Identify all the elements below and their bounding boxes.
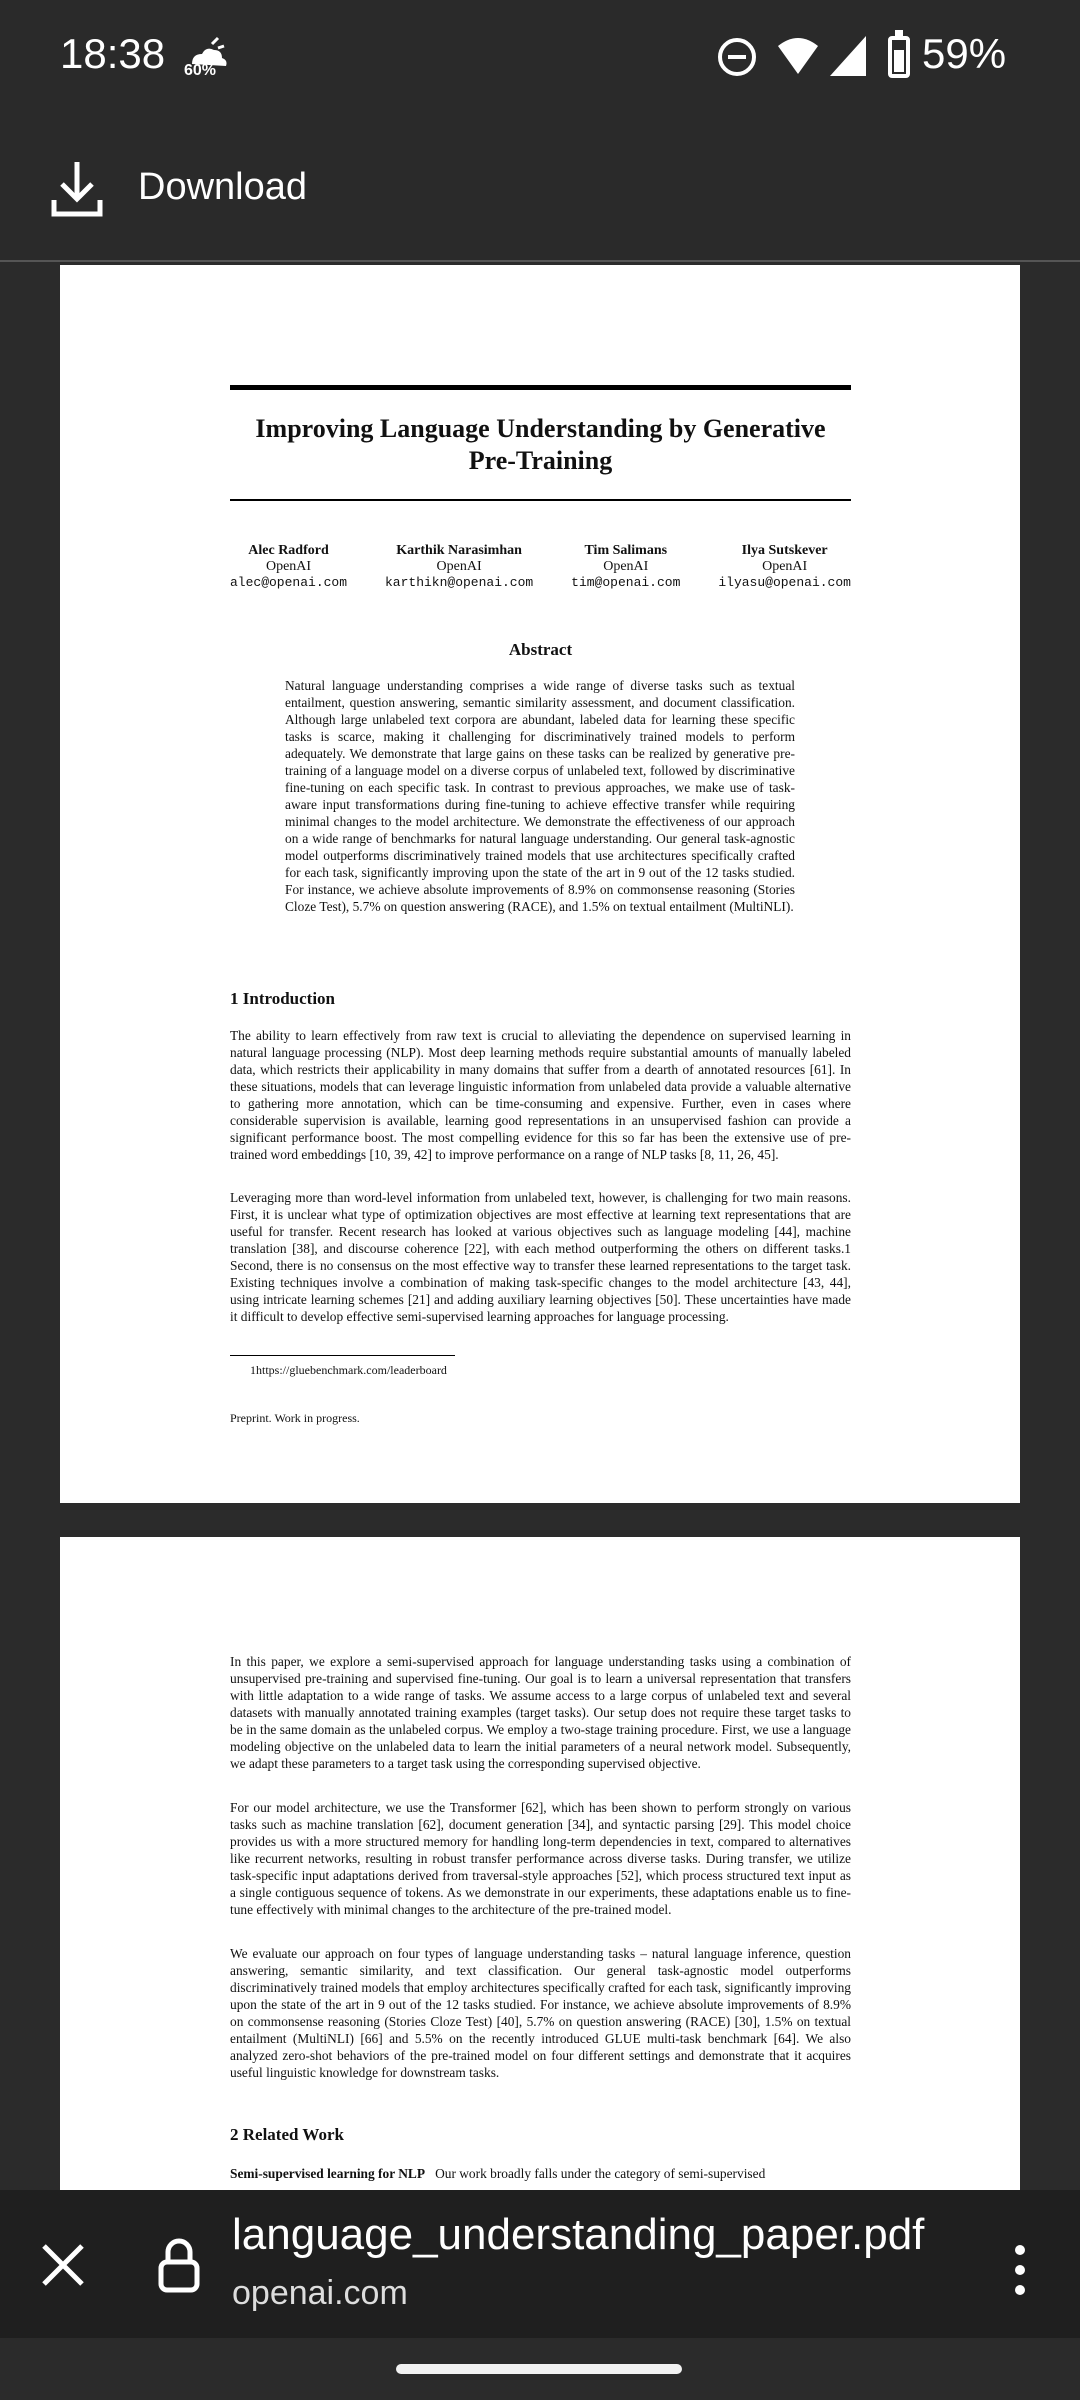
author-email: ilyasu@openai.com bbox=[718, 575, 851, 590]
preprint-note: Preprint. Work in progress. bbox=[230, 1411, 360, 1425]
more-options-icon[interactable] bbox=[1010, 2244, 1030, 2296]
author-org: OpenAI bbox=[603, 559, 649, 574]
abstract-heading: Abstract bbox=[508, 640, 573, 659]
system-nav-bar bbox=[0, 2338, 1080, 2400]
author-email: tim@openai.com bbox=[571, 575, 681, 590]
intro-paragraph-1: The ability to learn effectively from raw text is crucial to alleviating the dependence on supervised learning in natural language processing (NLP). Most deep learning methods require substantial amounts of manually labeled data, which restricts their applicability in many domains that suffer from a dearth of annotated resources [61]. In these situations, models that can leverage linguistic information from unlabeled data provide a valuable alternative to gathering more annotation, which can be time-consuming and expensive. Further, even in cases where considerable supervision is available, learning good representations in an unsupervised fashion can provide a significant performance boost. The most compelling evidence for this so far has been the extensive use of pre-trained word embeddings [10, 39, 42] to improve performance on a range of NLP tasks [8, 11, 26, 45]. bbox=[230, 1028, 851, 1162]
battery-icon bbox=[888, 36, 910, 78]
status-time: 18:38 bbox=[60, 30, 166, 77]
page-domain: openai.com bbox=[232, 2274, 408, 2312]
title-rule-top bbox=[230, 385, 851, 390]
author bbox=[385, 543, 533, 591]
author-org: OpenAI bbox=[265, 559, 312, 574]
section-heading-related-work: 2 Related Work bbox=[230, 2125, 344, 2144]
author-name: Karthik Narasimhan bbox=[396, 543, 522, 558]
page2-paragraph-3: We evaluate our approach on four types of language understanding tasks – natural language inference, question answering, semantic similarity, and text classification. Our general task-agnostic model outperforms discriminatively trained models that employ architectures specifically crafted for each task, significantly improving upon the state of the art in 9 out of the 12 tasks studied. For instance, we achieve absolute improvements of 8.9% on commonsense reasoning (Stories Cloze Test) [40], 5.7% on question answering (RACE) [30], 1.5% on textual entailment (MultiNLI) [66] and 5.5% on the recently introduced GLUE multi-task benchmark [64]. We also analyzed zero-shot behaviors of the pre-trained model on four different settings and demonstrate that it acquires useful linguistic knowledge for downstream tasks. bbox=[230, 1946, 851, 2080]
title-rule-bottom bbox=[230, 499, 851, 501]
pdf-page-1 bbox=[60, 265, 1020, 1503]
author-name: Tim Salimans bbox=[584, 543, 668, 558]
lock-icon bbox=[158, 2238, 200, 2294]
author-name: Alec Radford bbox=[248, 543, 329, 558]
related-work-text: Our work broadly falls under the category of semi-supervised bbox=[435, 2166, 766, 2181]
custom-tab-bar bbox=[0, 2190, 1080, 2338]
author-org: OpenAI bbox=[436, 559, 482, 574]
gesture-handle[interactable] bbox=[396, 2364, 682, 2374]
related-work-lead: Semi-supervised learning for NLP bbox=[230, 2166, 426, 2181]
paper-title: Improving Language Understanding by Generative Pre-Training bbox=[255, 414, 826, 475]
pdf-page-2 bbox=[60, 1537, 1020, 2190]
intro-paragraph-2: Leveraging more than word-level information from unlabeled text, however, is challenging for two main reasons. First, it is unclear what type of optimization objectives are most effective at learning text representations that are useful for transfer. Recent research has looked at various objectives such as language modeling [44], machine translation [38], and discourse coherence [22], with each method outperforming the others on different tasks.1 Second, there is no consensus on the most effective way to transfer these learned representations to the target task. Existing techniques involve a combination of making task-specific changes to the model architecture [43, 44], using intricate learning schemes [21] and adding auxiliary learning objectives [50]. These uncertainties have made it difficult to develop effective semi-supervised learning approaches for language processing. bbox=[230, 1190, 851, 1324]
wifi-icon bbox=[776, 36, 820, 76]
page-filename: language_understanding_paper.pdf bbox=[232, 2210, 925, 2259]
cell-signal-icon bbox=[828, 34, 868, 78]
section-heading-introduction: 1 Introduction bbox=[230, 989, 336, 1008]
footnote-rule bbox=[230, 1355, 455, 1356]
download-label: Download bbox=[138, 166, 307, 208]
author-org: OpenAI bbox=[762, 559, 808, 574]
related-work-paragraph bbox=[230, 2165, 851, 2182]
footnote-link[interactable]: 1https://gluebenchmark.com/leaderboard bbox=[250, 1363, 447, 1377]
status-bar bbox=[0, 0, 1080, 110]
author bbox=[718, 543, 851, 591]
author bbox=[230, 543, 347, 591]
author-name: Ilya Sutskever bbox=[741, 543, 828, 558]
page2-paragraph-2: For our model architecture, we use the Transformer [62], which has been shown to perform strongly on various tasks such as machine translation [62], document generation [34], and syntactic parsing [29]. This model choice provides us with a more structured memory for handling long-term dependencies in text, compared to alternatives like recurrent networks, resulting in robust transfer performance across diverse tasks. During transfer, we utilize task-specific input adaptations derived from traversal-style approaches [52], which process structured text input as a single contiguous sequence of tokens. As we demonstrate in our experiments, these adaptations enable us to fine-tune effectively with minimal changes to the architecture of the pre-trained model. bbox=[230, 1800, 851, 1917]
weather-percent: 60% bbox=[184, 62, 217, 79]
author-email: karthikn@openai.com bbox=[384, 575, 534, 590]
page2-paragraph-1: In this paper, we explore a semi-supervised approach for language understanding tasks using a combination of unsupervised pre-training and supervised fine-tuning. Our goal is to learn a universal representation that transfers with little adaptation to a wide range of tasks. We assume access to a large corpus of unlabeled text and several datasets with manually annotated training examples (target tasks). Our setup does not require these target tasks to be in the same domain as the unlabeled corpus. We employ a two-stage training procedure. First, we use a language modeling objective on the unlabeled data to learn the initial parameters of a neural network model. Subsequently, we adapt these parameters to a target task using the corresponding supervised objective. bbox=[230, 1654, 851, 1771]
close-icon[interactable] bbox=[40, 2242, 86, 2288]
download-icon bbox=[50, 158, 104, 218]
download-toolbar bbox=[0, 110, 1080, 262]
author-email: alec@openai.com bbox=[230, 575, 348, 590]
do-not-disturb-icon bbox=[718, 38, 756, 76]
author-list bbox=[230, 543, 851, 591]
abstract-text: Natural language understanding comprises a wide range of diverse tasks such as textual entailment, question answering, semantic similarity assessment, and document classification. Although large unlabeled text corpora are abundant, labeled data for learning these specific tasks is scarce, making it challenging for discriminatively trained models to perform adequately. We demonstrate that large gains on these tasks can be realized by generative pre-training of a language model on a diverse corpus of unlabeled text, followed by discriminative fine-tuning on each specific task. In contrast to previous approaches, we make use of task-aware input transformations during fine-tuning to achieve effective transfer while requiring minimal changes to the model architecture. We demonstrate the effectiveness of our approach on a wide range of benchmarks for natural language understanding. Our general task-agnostic model outperforms discriminatively trained models that use architectures specifically crafted for each task, significantly improving upon the state of the art in 9 out of the 12 tasks studied. For instance, we achieve absolute improvements of 8.9% on commonsense reasoning (Stories Cloze Test), 5.7% on question answering (RACE), and 1.5% on textual entailment (MultiNLI). bbox=[285, 678, 795, 914]
author bbox=[571, 543, 680, 591]
battery-percent: 59% bbox=[922, 30, 1007, 77]
